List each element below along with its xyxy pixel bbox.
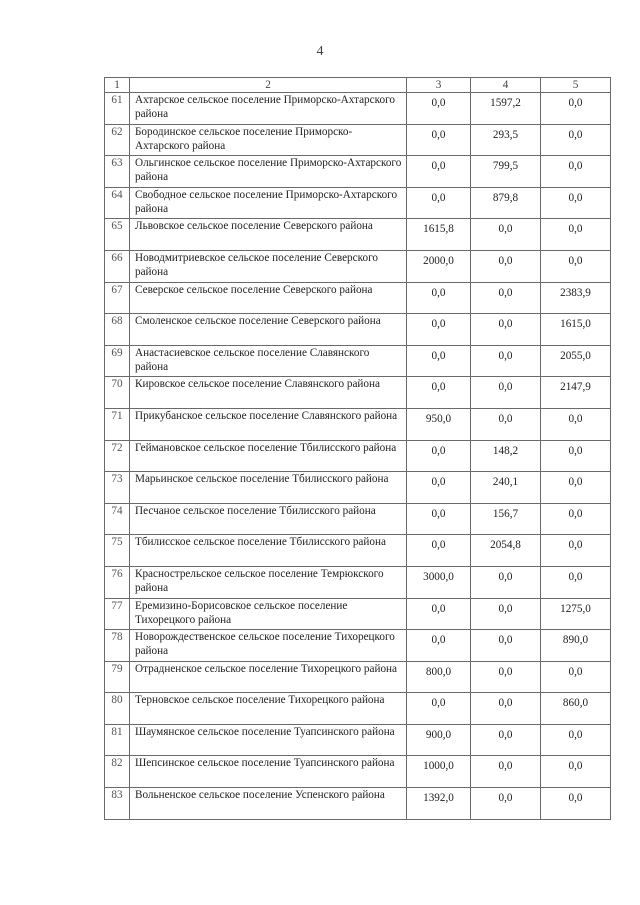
column-3-value-cell: 0,0	[407, 93, 471, 125]
table-row	[105, 788, 611, 820]
settlement-name-cell: Свободное сельское поселение Приморско-Ахтарского района	[130, 187, 407, 219]
settlement-name-cell: Тбилисское сельское поселение Тбилисского района	[130, 535, 407, 567]
column-3-value-cell: 1000,0	[407, 756, 471, 788]
table-row	[105, 93, 611, 125]
settlement-name-cell: Песчаное сельское поселение Тбилисского района	[130, 503, 407, 535]
row-number-cell: 78	[105, 630, 130, 662]
column-3-value-cell: 800,0	[407, 661, 471, 693]
column-5-value-cell: 2383,9	[541, 282, 611, 314]
column-4-value-cell: 0,0	[471, 219, 541, 251]
settlement-name-cell: Бородинское сельское поселение Приморско-Ахтарского района	[130, 124, 407, 156]
column-5-value-cell: 1275,0	[541, 598, 611, 630]
column-3-value-cell: 0,0	[407, 598, 471, 630]
table-header-row	[105, 78, 611, 93]
column-5-value-cell: 0,0	[541, 250, 611, 282]
table-row	[105, 345, 611, 377]
row-number-cell: 76	[105, 566, 130, 598]
column-4-value-cell: 148,2	[471, 440, 541, 472]
column-3-value-cell: 0,0	[407, 472, 471, 504]
column-5-value-cell: 1615,0	[541, 314, 611, 346]
table-row	[105, 598, 611, 630]
table-row	[105, 472, 611, 504]
column-3-value-cell: 0,0	[407, 630, 471, 662]
column-4-value-cell: 0,0	[471, 788, 541, 820]
table-row	[105, 377, 611, 409]
settlement-name-cell: Вольненское сельское поселение Успенского района	[130, 788, 407, 820]
settlement-name-cell: Кировское сельское поселение Славянского района	[130, 377, 407, 409]
table-row	[105, 693, 611, 725]
column-3-value-cell: 0,0	[407, 282, 471, 314]
row-number-cell: 77	[105, 598, 130, 630]
column-4-value-cell: 0,0	[471, 756, 541, 788]
column-4-value-cell: 0,0	[471, 566, 541, 598]
table-row	[105, 756, 611, 788]
row-number-cell: 82	[105, 756, 130, 788]
column-4-value-cell: 0,0	[471, 724, 541, 756]
column-header: 4	[471, 78, 541, 93]
column-4-value-cell: 0,0	[471, 377, 541, 409]
row-number-cell: 80	[105, 693, 130, 725]
settlement-name-cell: Смоленское сельское поселение Северского района	[130, 314, 407, 346]
settlement-name-cell: Львовское сельское поселение Северского района	[130, 219, 407, 251]
column-4-value-cell: 0,0	[471, 598, 541, 630]
settlement-name-cell: Новодмитриевское сельское поселение Северского района	[130, 250, 407, 282]
table-row	[105, 314, 611, 346]
table-row	[105, 408, 611, 440]
column-3-value-cell: 0,0	[407, 440, 471, 472]
table-row	[105, 661, 611, 693]
row-number-cell: 64	[105, 187, 130, 219]
column-3-value-cell: 0,0	[407, 535, 471, 567]
column-5-value-cell: 2055,0	[541, 345, 611, 377]
column-5-value-cell: 0,0	[541, 503, 611, 535]
row-number-cell: 66	[105, 250, 130, 282]
column-4-value-cell: 293,5	[471, 124, 541, 156]
column-3-value-cell: 900,0	[407, 724, 471, 756]
column-5-value-cell: 890,0	[541, 630, 611, 662]
column-4-value-cell: 0,0	[471, 345, 541, 377]
table-row	[105, 124, 611, 156]
column-5-value-cell: 2147,9	[541, 377, 611, 409]
column-4-value-cell: 0,0	[471, 282, 541, 314]
column-4-value-cell: 0,0	[471, 314, 541, 346]
column-5-value-cell: 860,0	[541, 693, 611, 725]
column-3-value-cell: 0,0	[407, 345, 471, 377]
column-5-value-cell: 0,0	[541, 472, 611, 504]
row-number-cell: 69	[105, 345, 130, 377]
settlement-name-cell: Шаумянское сельское поселение Туапсинского района	[130, 724, 407, 756]
row-number-cell: 79	[105, 661, 130, 693]
settlement-name-cell: Отрадненское сельское поселение Тихорецкого района	[130, 661, 407, 693]
column-5-value-cell: 0,0	[541, 219, 611, 251]
table-row	[105, 250, 611, 282]
column-3-value-cell: 0,0	[407, 156, 471, 188]
column-4-value-cell: 799,5	[471, 156, 541, 188]
table-row	[105, 187, 611, 219]
column-3-value-cell: 1615,8	[407, 219, 471, 251]
table-row	[105, 503, 611, 535]
column-3-value-cell: 950,0	[407, 408, 471, 440]
settlement-name-cell: Геймановское сельское поселение Тбилисского района	[130, 440, 407, 472]
column-4-value-cell: 240,1	[471, 472, 541, 504]
row-number-cell: 73	[105, 472, 130, 504]
column-3-value-cell: 0,0	[407, 377, 471, 409]
column-5-value-cell: 0,0	[541, 535, 611, 567]
row-number-cell: 62	[105, 124, 130, 156]
column-5-value-cell: 0,0	[541, 156, 611, 188]
row-number-cell: 63	[105, 156, 130, 188]
table-row	[105, 440, 611, 472]
column-4-value-cell: 2054,8	[471, 535, 541, 567]
column-header: 1	[105, 78, 130, 93]
column-3-value-cell: 3000,0	[407, 566, 471, 598]
column-3-value-cell: 0,0	[407, 124, 471, 156]
table-row	[105, 535, 611, 567]
table-body	[105, 93, 611, 820]
column-5-value-cell: 0,0	[541, 724, 611, 756]
column-5-value-cell: 0,0	[541, 187, 611, 219]
settlement-name-cell: Новорождественское сельское поселение Тихорецкого района	[130, 630, 407, 662]
column-3-value-cell: 0,0	[407, 503, 471, 535]
row-number-cell: 67	[105, 282, 130, 314]
column-4-value-cell: 0,0	[471, 661, 541, 693]
settlement-name-cell: Еремизино-Борисовское сельское поселение Тихорецкого района	[130, 598, 407, 630]
row-number-cell: 74	[105, 503, 130, 535]
column-4-value-cell: 1597,2	[471, 93, 541, 125]
column-5-value-cell: 0,0	[541, 788, 611, 820]
column-4-value-cell: 0,0	[471, 250, 541, 282]
row-number-cell: 75	[105, 535, 130, 567]
column-5-value-cell: 0,0	[541, 124, 611, 156]
table-row	[105, 724, 611, 756]
settlement-name-cell: Краснострельское сельское поселение Темрюкского района	[130, 566, 407, 598]
column-header: 3	[407, 78, 471, 93]
row-number-cell: 71	[105, 408, 130, 440]
row-number-cell: 61	[105, 93, 130, 125]
column-3-value-cell: 0,0	[407, 693, 471, 725]
settlement-name-cell: Ахтарское сельское поселение Приморско-Ахтарского района	[130, 93, 407, 125]
settlement-name-cell: Шепсинское сельское поселение Туапсинского района	[130, 756, 407, 788]
settlement-name-cell: Терновское сельское поселение Тихорецкого района	[130, 693, 407, 725]
row-number-cell: 68	[105, 314, 130, 346]
column-3-value-cell: 1392,0	[407, 788, 471, 820]
settlement-name-cell: Ольгинское сельское поселение Приморско-Ахтарского района	[130, 156, 407, 188]
row-number-cell: 65	[105, 219, 130, 251]
settlement-name-cell: Марьинское сельское поселение Тбилисского района	[130, 472, 407, 504]
settlement-name-cell: Анастасиевское сельское поселение Славянского района	[130, 345, 407, 377]
row-number-cell: 72	[105, 440, 130, 472]
table-row	[105, 566, 611, 598]
settlement-name-cell: Прикубанское сельское поселение Славянского района	[130, 408, 407, 440]
column-5-value-cell: 0,0	[541, 93, 611, 125]
table-row	[105, 156, 611, 188]
column-4-value-cell: 156,7	[471, 503, 541, 535]
column-header: 2	[130, 78, 407, 93]
column-5-value-cell: 0,0	[541, 408, 611, 440]
column-3-value-cell: 0,0	[407, 187, 471, 219]
column-4-value-cell: 0,0	[471, 693, 541, 725]
column-5-value-cell: 0,0	[541, 661, 611, 693]
column-3-value-cell: 2000,0	[407, 250, 471, 282]
column-4-value-cell: 879,8	[471, 187, 541, 219]
column-3-value-cell: 0,0	[407, 314, 471, 346]
row-number-cell: 81	[105, 724, 130, 756]
table-row	[105, 630, 611, 662]
column-5-value-cell: 0,0	[541, 566, 611, 598]
column-5-value-cell: 0,0	[541, 440, 611, 472]
column-4-value-cell: 0,0	[471, 408, 541, 440]
page-number: 4	[316, 44, 324, 59]
row-number-cell: 83	[105, 788, 130, 820]
settlement-name-cell: Северское сельское поселение Северского района	[130, 282, 407, 314]
table-row	[105, 219, 611, 251]
column-5-value-cell: 0,0	[541, 756, 611, 788]
column-4-value-cell: 0,0	[471, 630, 541, 662]
row-number-cell: 70	[105, 377, 130, 409]
table-row	[105, 282, 611, 314]
budget-table	[104, 77, 611, 820]
column-header: 5	[541, 78, 611, 93]
